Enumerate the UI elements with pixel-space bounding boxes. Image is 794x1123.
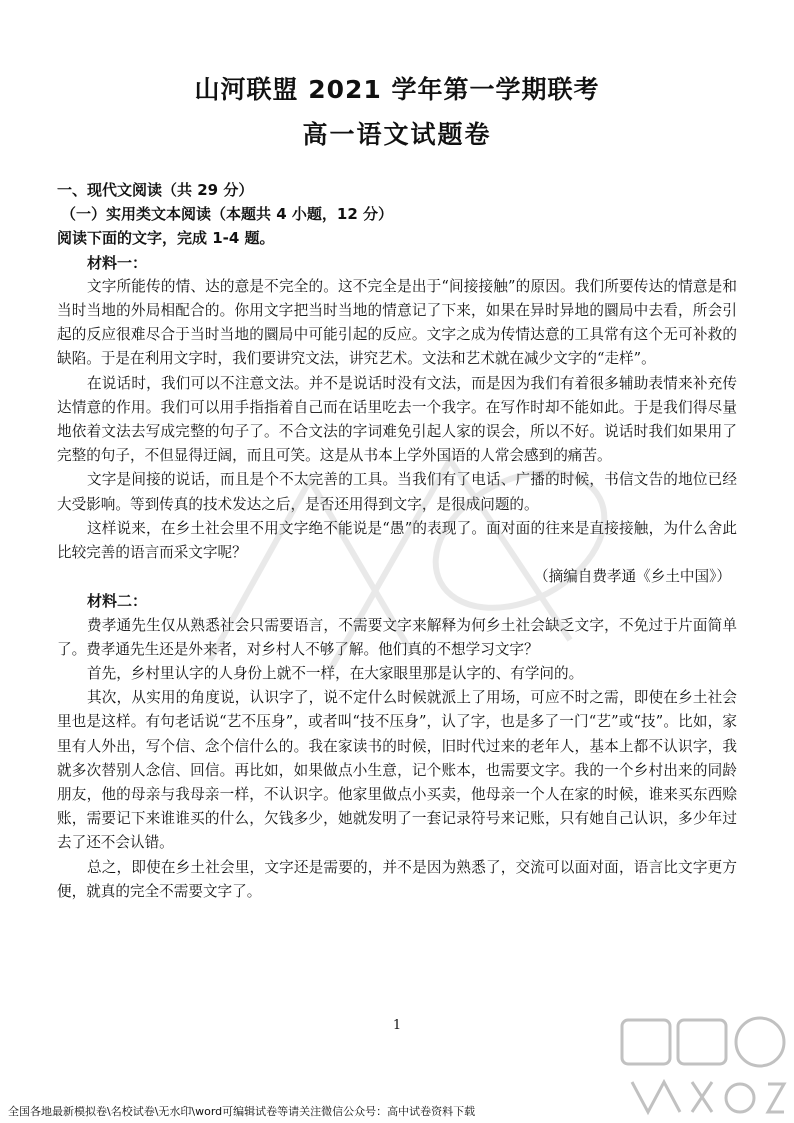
- exam-title: 山河联盟 2021 学年第一学期联考: [194, 75, 600, 104]
- material1-paragraph: 在说话时，我们可以不注意文法。并不是说话时没有文法，而是因为我们有着很多辅助表情来补充传达情意的作用。我们可以用手指指着自己而在话里吃去一个我字。在写作时却不能如此。于是我们得尽量地依着文法去写成完整的句子了。不合文法的字词难免引起人家的误会，所以不好。说话时我们如果用了完整的句子，不但显得迂阔，而且可笑。这是从书本上学外国语的人常会感到的痛苦。: [57, 374, 737, 465]
- material1-paragraph: 这样说来，在乡土社会里不用文字绝不能说是“愚”的表现了。面对面的往来是直接接触，为什么舍此比较完善的语言而采文字呢？: [57, 519, 737, 562]
- material1-label: 材料一：: [87, 253, 148, 272]
- material2-paragraph: 其次，从实用的角度说，认识字了，说不定什么时候就派上了用场，可应不时之需，即使在乡土社会里也是这样。有句老话说“艺不压身”，或者叫“技不压身”，认了字，也是多了一门“艺”或“技”。比如，家里有人外出，写个信、念个信什么的。我在家读书的时候，旧时代过来的老年人，基本上都不认识字，我就多次替别人念信、回信。再比如，如果做点小生意，记个账本，也需要文字。我的一个乡村出来的同龄朋友，他的母亲与我母亲一样，不认识字。他家里做点小买卖，他母亲一个人在家的时候，谁来买东西赊账，需要记下来谁谁买的什么，欠钱多少，她就发明了一套记录符号来记账，只有她自己认识，多少年过去了还不会认错。: [57, 689, 737, 852]
- section-heading: 一、现代文阅读（共 29 分）: [57, 181, 254, 199]
- exam-subtitle: 高一语文试题卷: [302, 120, 492, 149]
- page-number: 1: [392, 1018, 402, 1033]
- footer-note: 全国各地最新模拟卷\名校试卷\无水印\word可编辑试卷等请关注微信公众号：高中试卷资料下载: [8, 1105, 476, 1118]
- instruction: 阅读下面的文字，完成 1-4 题。: [57, 229, 275, 248]
- material1-paragraph: 文字所能传的情、达的意是不完全的。这不完全是出于“间接接触”的原因。我们所要传达的情意是和当时当地的外局相配合的。你用文字把当时当地的情意记了下来，如果在异时异地的圜局中去看，所会引起的反应很难尽合于当时当地的圜局中可能引起的反应。文字之成为传情达意的工具常有这个无可补救的缺陷。于是在利用文字时，我们要讲究文法，讲究艺术。文法和艺术就在减少文字的“走样”。: [57, 277, 737, 368]
- material1-paragraph: 文字是间接的说话，而且是个不太完善的工具。当我们有了电话、广播的时候，书信文告的地位已经大受影响。等到传真的技术发达之后，是否还用得到文字，是很成问题的。: [57, 471, 737, 513]
- section-subheading: （一）实用类文本阅读（本题共 4 小题，12 分）: [61, 205, 393, 224]
- material2-label: 材料二：: [87, 592, 148, 611]
- material2-paragraph: 总之，即使在乡土社会里，文字还是需要的，并不是因为熟悉了，交流可以面对面，语言比文字更方便，就真的完全不需要文字了。: [57, 858, 737, 900]
- material2-paragraph: 费孝通先生仅从熟悉社会只需要语言，不需要文字来解释为何乡土社会缺乏文字，不免过于片面简单了。费孝通先生还是外来者，对乡村人不够了解。他们真的不想学习文字？: [57, 616, 737, 658]
- material1-source: （摘编自费孝通《乡土中国》）: [533, 568, 731, 586]
- material2-paragraph: 首先，乡村里认字的人身份上就不一样，在大家眼里那是认字的、有学问的。: [87, 665, 584, 683]
- reading-content: [57, 178, 737, 904]
